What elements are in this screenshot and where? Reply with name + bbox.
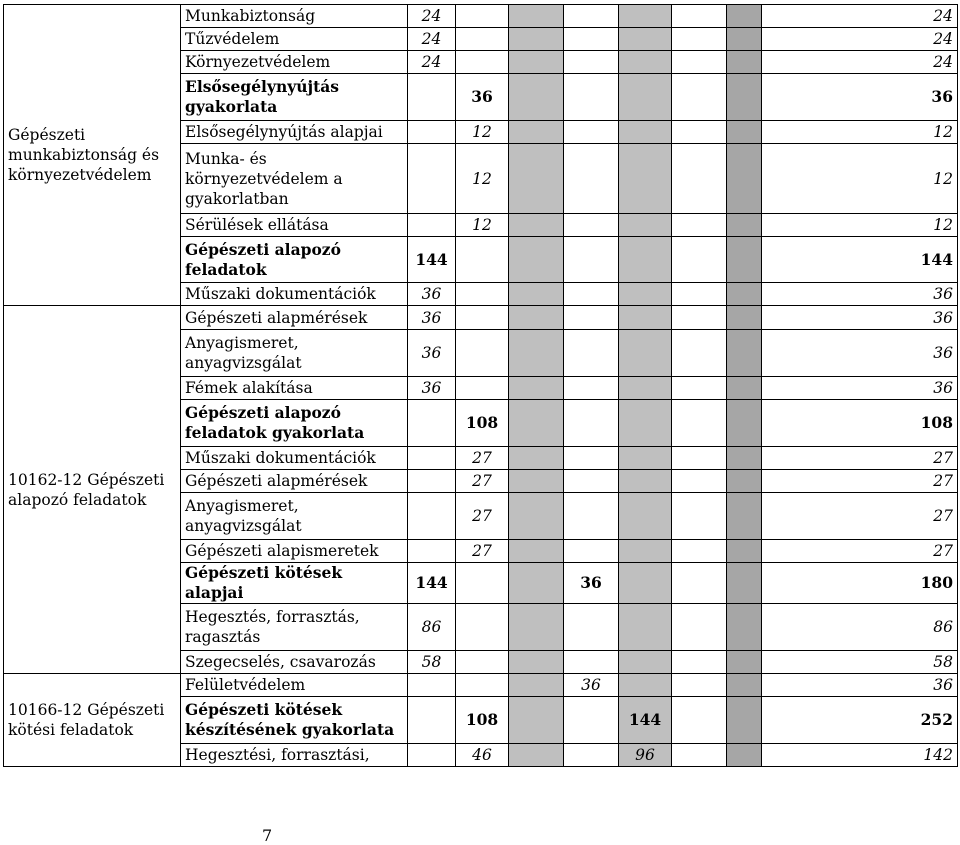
hours-cell: 46 [456, 744, 509, 767]
total-hours-cell: 27 [762, 540, 958, 563]
subject-name: Elsősegélynyújtás alapjai [181, 121, 408, 144]
hours-cell [564, 604, 619, 651]
hours-cell [408, 74, 456, 121]
hours-cell [672, 283, 727, 306]
hours-cell [727, 283, 762, 306]
total-hours-cell: 36 [762, 377, 958, 400]
hours-cell [408, 744, 456, 767]
table-row [4, 5, 958, 28]
hours-cell [619, 651, 672, 674]
hours-cell [672, 144, 727, 214]
hours-cell: 27 [456, 470, 509, 493]
hours-cell [564, 697, 619, 744]
hours-cell [509, 5, 564, 28]
hours-cell [564, 330, 619, 377]
hours-cell: 12 [456, 121, 509, 144]
total-hours-cell: 27 [762, 493, 958, 540]
hours-cell [564, 121, 619, 144]
hours-cell: 36 [408, 377, 456, 400]
hours-cell [672, 697, 727, 744]
hours-cell [408, 470, 456, 493]
hours-cell [456, 5, 509, 28]
subject-name: Anyagismeret, anyagvizsgálat [181, 493, 408, 540]
total-hours-cell: 252 [762, 697, 958, 744]
hours-cell [672, 121, 727, 144]
module-name: Gépészeti munkabiztonság és környezetvédelem [4, 5, 181, 306]
subject-name: Munka- és környezetvédelem a gyakorlatban [181, 144, 408, 214]
hours-cell [619, 51, 672, 74]
hours-cell [456, 237, 509, 283]
hours-cell [672, 563, 727, 604]
hours-cell [727, 674, 762, 697]
hours-cell [672, 306, 727, 330]
hours-cell: 108 [456, 697, 509, 744]
hours-cell [564, 283, 619, 306]
hours-cell [619, 5, 672, 28]
hours-cell [619, 674, 672, 697]
total-hours-cell: 86 [762, 604, 958, 651]
hours-cell [509, 604, 564, 651]
hours-cell [619, 214, 672, 237]
hours-cell [408, 447, 456, 470]
hours-cell [509, 744, 564, 767]
hours-cell [672, 51, 727, 74]
hours-cell [727, 400, 762, 447]
hours-cell [509, 237, 564, 283]
hours-cell [456, 51, 509, 74]
hours-cell [564, 651, 619, 674]
subject-name: Anyagismeret, anyagvizsgálat [181, 330, 408, 377]
hours-cell [672, 470, 727, 493]
hours-cell: 144 [408, 237, 456, 283]
hours-cell [672, 604, 727, 651]
hours-cell [727, 563, 762, 604]
hours-cell [408, 493, 456, 540]
hours-cell [672, 651, 727, 674]
hours-cell [619, 400, 672, 447]
subject-name: Gépészeti alapmérések [181, 306, 408, 330]
total-hours-cell: 12 [762, 214, 958, 237]
hours-cell [456, 330, 509, 377]
hours-cell [456, 283, 509, 306]
subject-name: Gépészeti alapozó feladatok [181, 237, 408, 283]
subject-name: Műszaki dokumentációk [181, 447, 408, 470]
hours-cell: 36 [408, 283, 456, 306]
hours-cell [564, 214, 619, 237]
hours-cell [727, 604, 762, 651]
table-row [4, 674, 958, 697]
hours-cell [408, 540, 456, 563]
hours-cell [509, 540, 564, 563]
subject-name: Hegesztés, forrasztás, ragasztás [181, 604, 408, 651]
hours-cell [564, 237, 619, 283]
hours-cell [727, 237, 762, 283]
total-hours-cell: 36 [762, 74, 958, 121]
hours-cell [672, 447, 727, 470]
hours-cell [727, 74, 762, 121]
hours-cell [408, 121, 456, 144]
hours-cell: 36 [456, 74, 509, 121]
hours-cell [727, 697, 762, 744]
table-row [4, 306, 958, 330]
table-body [4, 5, 958, 767]
hours-cell [672, 214, 727, 237]
hours-cell [509, 493, 564, 540]
subject-name: Gépészeti kötések készítésének gyakorlata [181, 697, 408, 744]
hours-cell: 144 [408, 563, 456, 604]
hours-cell [509, 470, 564, 493]
hours-cell [727, 447, 762, 470]
hours-cell [727, 28, 762, 51]
total-hours-cell: 12 [762, 144, 958, 214]
hours-cell [456, 28, 509, 51]
hours-cell [564, 5, 619, 28]
hours-cell [727, 377, 762, 400]
total-hours-cell: 142 [762, 744, 958, 767]
hours-cell [408, 400, 456, 447]
total-hours-cell: 27 [762, 470, 958, 493]
hours-cell [619, 237, 672, 283]
subject-name: Szegecselés, csavarozás [181, 651, 408, 674]
hours-cell: 36 [564, 563, 619, 604]
hours-cell [619, 470, 672, 493]
hours-cell [727, 330, 762, 377]
hours-cell [509, 74, 564, 121]
hours-cell [408, 214, 456, 237]
subject-name: Gépészeti alapismeretek [181, 540, 408, 563]
hours-cell [509, 214, 564, 237]
page-number: 7 [262, 826, 273, 845]
total-hours-cell: 36 [762, 283, 958, 306]
hours-cell [727, 51, 762, 74]
hours-cell [456, 377, 509, 400]
hours-cell [672, 237, 727, 283]
hours-cell [619, 144, 672, 214]
hours-cell: 108 [456, 400, 509, 447]
hours-cell [509, 400, 564, 447]
hours-cell: 36 [408, 330, 456, 377]
total-hours-cell: 24 [762, 28, 958, 51]
hours-cell: 144 [619, 697, 672, 744]
total-hours-cell: 36 [762, 330, 958, 377]
hours-cell: 27 [456, 540, 509, 563]
total-hours-cell: 144 [762, 237, 958, 283]
hours-cell: 27 [456, 493, 509, 540]
subject-name: Tűzvédelem [181, 28, 408, 51]
subject-name: Fémek alakítása [181, 377, 408, 400]
hours-cell [672, 28, 727, 51]
hours-cell [672, 5, 727, 28]
hours-cell [564, 377, 619, 400]
hours-cell [509, 674, 564, 697]
hours-cell [509, 330, 564, 377]
hours-cell [727, 214, 762, 237]
hours-cell: 24 [408, 28, 456, 51]
hours-cell [672, 540, 727, 563]
hours-cell: 27 [456, 447, 509, 470]
hours-cell [619, 28, 672, 51]
hours-cell [509, 697, 564, 744]
hours-cell [672, 493, 727, 540]
hours-cell [672, 400, 727, 447]
hours-cell [727, 651, 762, 674]
hours-cell [408, 697, 456, 744]
hours-cell: 24 [408, 51, 456, 74]
hours-cell [509, 563, 564, 604]
hours-cell [672, 377, 727, 400]
hours-cell [619, 330, 672, 377]
hours-cell: 86 [408, 604, 456, 651]
hours-cell [408, 144, 456, 214]
total-hours-cell: 108 [762, 400, 958, 447]
hours-cell [509, 121, 564, 144]
hours-cell [727, 5, 762, 28]
hours-cell: 12 [456, 144, 509, 214]
hours-cell [564, 144, 619, 214]
subject-name: Sérülések ellátása [181, 214, 408, 237]
hours-cell [456, 306, 509, 330]
hours-cell: 96 [619, 744, 672, 767]
hours-cell [619, 121, 672, 144]
hours-cell [456, 651, 509, 674]
total-hours-cell: 24 [762, 5, 958, 28]
hours-cell [619, 604, 672, 651]
hours-cell [456, 563, 509, 604]
hours-cell [727, 493, 762, 540]
hours-cell [564, 74, 619, 121]
hours-cell [727, 121, 762, 144]
hours-cell [727, 744, 762, 767]
hours-cell: 36 [408, 306, 456, 330]
total-hours-cell: 36 [762, 306, 958, 330]
total-hours-cell: 12 [762, 121, 958, 144]
hours-cell [727, 470, 762, 493]
hours-cell [619, 540, 672, 563]
hours-cell [564, 51, 619, 74]
module-name: 10166-12 Gépészeti kötési feladatok [4, 674, 181, 767]
hours-cell [509, 651, 564, 674]
total-hours-cell: 24 [762, 51, 958, 74]
hours-cell [619, 377, 672, 400]
hours-cell [619, 74, 672, 121]
hours-cell [564, 306, 619, 330]
subject-name: Hegesztési, forrasztási, [181, 744, 408, 767]
hours-cell [619, 283, 672, 306]
hours-cell [672, 744, 727, 767]
total-hours-cell: 58 [762, 651, 958, 674]
hours-cell [564, 470, 619, 493]
subject-name: Környezetvédelem [181, 51, 408, 74]
hours-cell [727, 144, 762, 214]
hours-cell [564, 540, 619, 563]
module-name: 10162-12 Gépészeti alapozó feladatok [4, 306, 181, 674]
total-hours-cell: 27 [762, 447, 958, 470]
curriculum-table [3, 4, 958, 767]
hours-cell [509, 377, 564, 400]
hours-cell [456, 604, 509, 651]
hours-cell [509, 51, 564, 74]
hours-cell: 24 [408, 5, 456, 28]
hours-cell [619, 306, 672, 330]
subject-name: Elsősegélynyújtás gyakorlata [181, 74, 408, 121]
hours-cell [564, 400, 619, 447]
hours-cell [408, 674, 456, 697]
hours-cell: 36 [564, 674, 619, 697]
hours-cell [672, 674, 727, 697]
hours-cell: 12 [456, 214, 509, 237]
total-hours-cell: 180 [762, 563, 958, 604]
hours-cell [672, 330, 727, 377]
hours-cell [509, 283, 564, 306]
hours-cell [564, 447, 619, 470]
hours-cell [672, 74, 727, 121]
hours-cell: 58 [408, 651, 456, 674]
hours-cell [727, 306, 762, 330]
subject-name: Munkabiztonság [181, 5, 408, 28]
hours-cell [564, 744, 619, 767]
hours-cell [619, 493, 672, 540]
total-hours-cell: 36 [762, 674, 958, 697]
hours-cell [564, 28, 619, 51]
subject-name: Gépészeti alapozó feladatok gyakorlata [181, 400, 408, 447]
hours-cell [509, 306, 564, 330]
hours-cell [564, 493, 619, 540]
hours-cell [727, 540, 762, 563]
subject-name: Gépészeti kötések alapjai [181, 563, 408, 604]
hours-cell [509, 447, 564, 470]
subject-name: Gépészeti alapmérések [181, 470, 408, 493]
hours-cell [619, 563, 672, 604]
subject-name: Műszaki dokumentációk [181, 283, 408, 306]
hours-cell [456, 674, 509, 697]
hours-cell [509, 144, 564, 214]
hours-cell [509, 28, 564, 51]
hours-cell [619, 447, 672, 470]
subject-name: Felületvédelem [181, 674, 408, 697]
